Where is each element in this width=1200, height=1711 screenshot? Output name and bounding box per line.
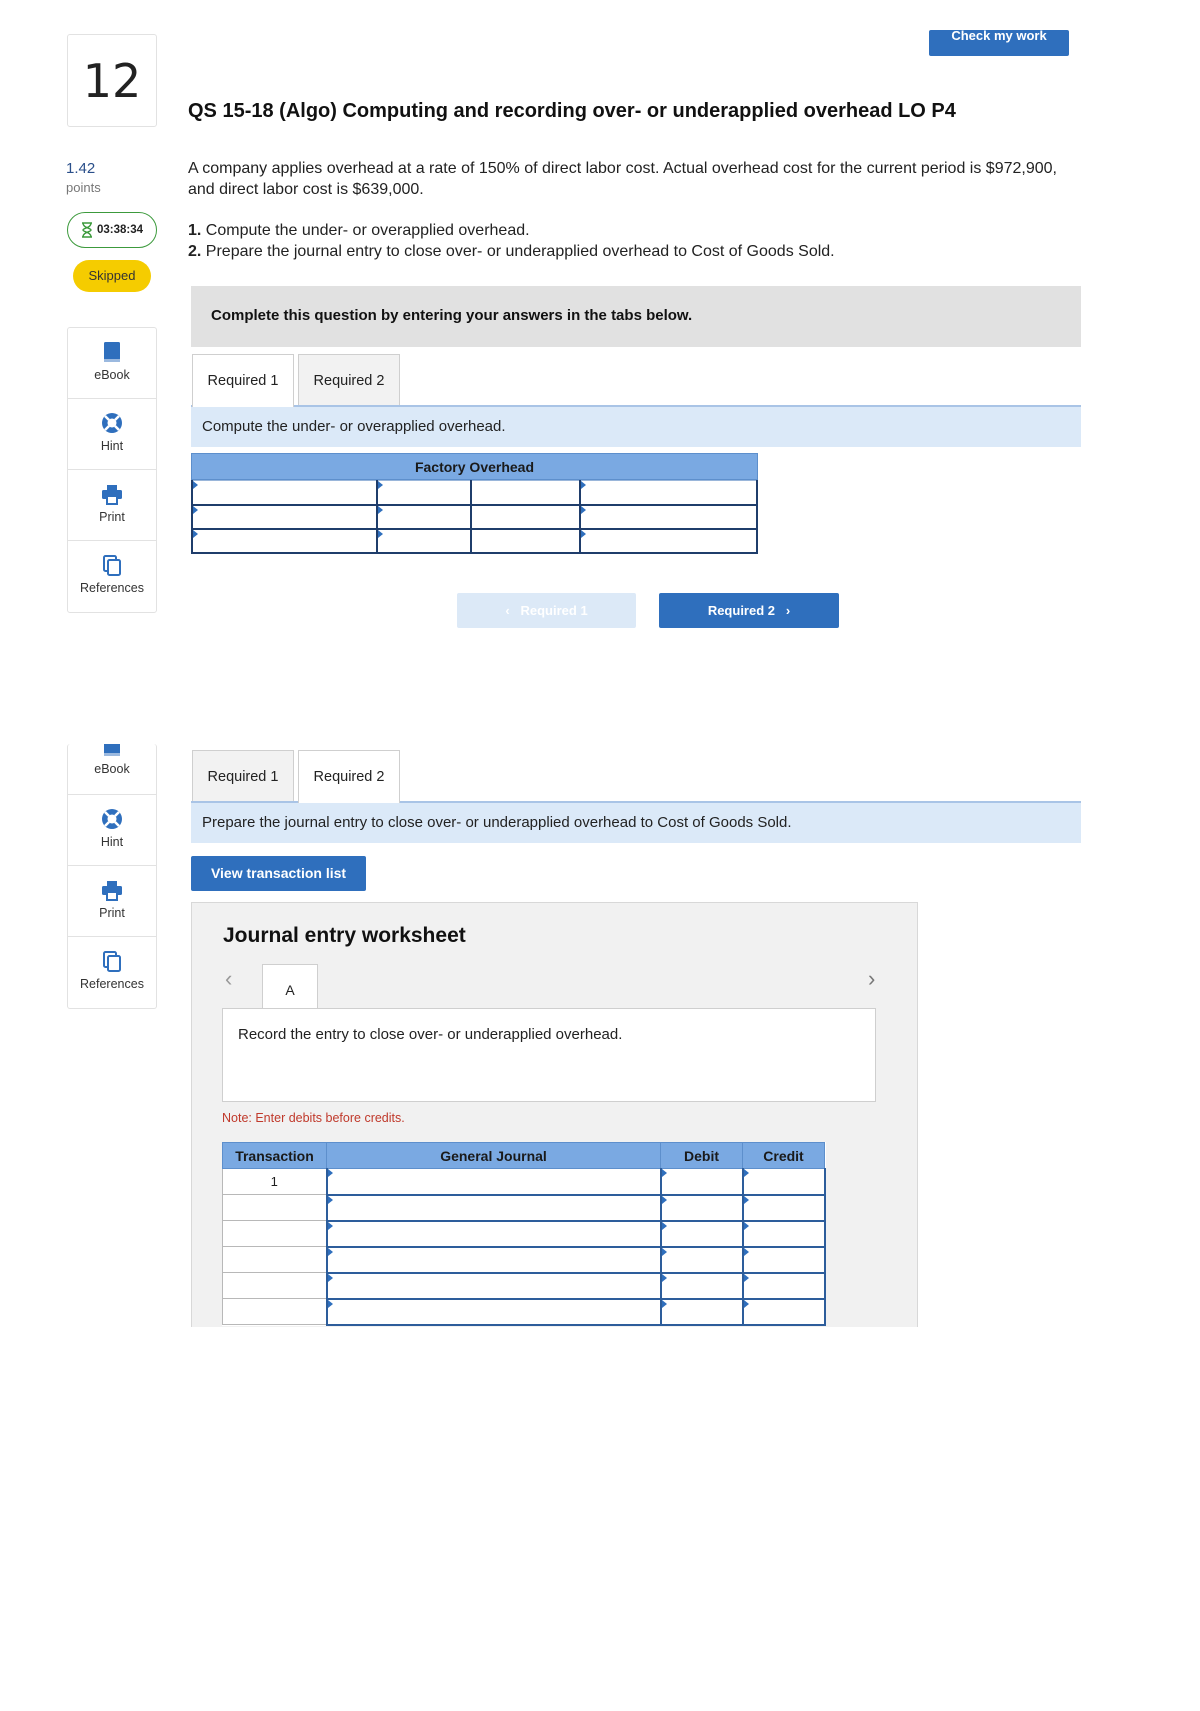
t-account-debit-label-input[interactable] — [192, 505, 377, 529]
question-title: QS 15-18 (Algo) Computing and recording over- or underapplied overhead LO P4 — [188, 100, 956, 122]
credit-input[interactable] — [743, 1195, 825, 1221]
transaction-number — [223, 1299, 327, 1325]
print-button[interactable] — [68, 866, 156, 937]
chevron-left-icon[interactable]: ‹ — [225, 966, 233, 991]
t-account — [191, 453, 758, 554]
required-2-instruction: Prepare the journal entry to close over- or underapplied overhead to Cost of Goods Sold. — [191, 803, 1081, 843]
t-account-debit-amount-input[interactable] — [377, 481, 471, 505]
printer-icon — [100, 878, 124, 902]
debit-credit-note: Note: Enter debits before credits. — [222, 1111, 405, 1125]
debit-input[interactable] — [661, 1273, 743, 1299]
tool-label: Hint — [100, 835, 124, 849]
transaction-number: 1 — [223, 1169, 327, 1195]
column-header-credit: Credit — [743, 1143, 825, 1169]
ebook-button[interactable] — [68, 744, 156, 795]
credit-input[interactable] — [743, 1169, 825, 1195]
chevron-right-icon[interactable]: › — [868, 966, 876, 991]
table-row — [223, 1273, 825, 1299]
tool-label: eBook — [94, 762, 130, 776]
general-journal-input[interactable] — [327, 1247, 661, 1273]
question-steps — [188, 220, 835, 262]
points-label: points — [66, 180, 101, 195]
status-badge: Skipped — [73, 260, 151, 292]
required-1-instruction: Compute the under- or overapplied overhead. — [191, 407, 1081, 447]
lifebuoy-icon — [100, 807, 124, 831]
debit-input[interactable] — [661, 1169, 743, 1195]
references-button[interactable] — [68, 541, 156, 612]
chevron-right-icon: › — [785, 603, 791, 618]
tools-panel — [67, 327, 157, 613]
hourglass-icon — [81, 222, 93, 238]
credit-input[interactable] — [743, 1221, 825, 1247]
print-button[interactable] — [68, 470, 156, 541]
debit-input[interactable] — [661, 1221, 743, 1247]
book-icon — [102, 340, 122, 364]
t-account-debit-label-input[interactable] — [192, 481, 377, 505]
column-header-transaction: Transaction — [223, 1143, 327, 1169]
t-account-debit-amount-input[interactable] — [377, 505, 471, 529]
credit-input[interactable] — [743, 1247, 825, 1273]
table-row — [223, 1195, 825, 1221]
references-button[interactable] — [68, 937, 156, 1008]
tool-label: eBook — [94, 368, 130, 382]
copy-icon — [100, 553, 124, 577]
step-1: 1. Compute the under- or overapplied overhead. — [188, 222, 530, 239]
table-row — [223, 1299, 825, 1325]
instructions-banner: Complete this question by entering your answers in the tabs below. — [191, 286, 1081, 347]
t-account-total-credit-input[interactable] — [471, 529, 580, 553]
next-required-button[interactable]: Required 2 › — [659, 593, 839, 628]
book-icon — [102, 744, 122, 758]
t-account-credit-label-input[interactable] — [580, 481, 757, 505]
transaction-number — [223, 1221, 327, 1247]
t-account-credit-amount-input[interactable] — [471, 481, 580, 505]
t-account-total-debit-input[interactable] — [377, 529, 471, 553]
transaction-number — [223, 1273, 327, 1299]
general-journal-input[interactable] — [327, 1169, 661, 1195]
t-account-total-label-input[interactable] — [192, 529, 377, 553]
worksheet-instruction: Record the entry to close over- or underapplied overhead. — [222, 1008, 876, 1102]
transaction-number — [223, 1195, 327, 1221]
tab-required-2[interactable]: Required 2 — [298, 354, 400, 405]
credit-input[interactable] — [743, 1273, 825, 1299]
t-account-total-label-input[interactable] — [580, 529, 757, 553]
hint-button[interactable] — [68, 399, 156, 470]
tool-label: Print — [99, 510, 125, 524]
points-value: 1.42 — [66, 160, 96, 177]
t-account-credit-label-input[interactable] — [580, 505, 757, 529]
previous-required-button[interactable]: ‹ Required 1 — [457, 593, 636, 628]
tool-label: Hint — [100, 439, 124, 453]
general-journal-input[interactable] — [327, 1221, 661, 1247]
worksheet-title: Journal entry worksheet — [223, 924, 466, 947]
column-header-general-journal: General Journal — [327, 1143, 661, 1169]
tool-label: References — [80, 581, 144, 595]
tool-label: Print — [99, 906, 125, 920]
tab-required-1[interactable]: Required 1 — [192, 354, 294, 409]
tab-bar-required-2 — [191, 750, 1081, 803]
ebook-button[interactable] — [68, 328, 156, 399]
tool-label: References — [80, 977, 144, 991]
transaction-number — [223, 1247, 327, 1273]
tab-bar-required-1 — [191, 354, 1081, 407]
printer-icon — [100, 482, 124, 506]
question-number: 12 — [67, 34, 157, 127]
general-journal-input[interactable] — [327, 1273, 661, 1299]
tab-required-2[interactable]: Required 2 — [298, 750, 400, 805]
step-2: 2. Prepare the journal entry to close over- or underapplied overhead to Cost of Goods Sold. — [188, 243, 835, 260]
general-journal-input[interactable] — [327, 1195, 661, 1221]
question-intro: A company applies overhead at a rate of 150% of direct labor cost. Actual overhead cost for the current period is $972,900, and direct labor cost is $639,000. — [188, 160, 1057, 198]
t-account-credit-amount-input[interactable] — [471, 505, 580, 529]
hint-button[interactable] — [68, 795, 156, 866]
t-account-title: Factory Overhead — [191, 453, 758, 480]
journal-table — [222, 1142, 826, 1326]
table-row — [223, 1247, 825, 1273]
timer-value: 03:38:34 — [96, 224, 144, 236]
copy-icon — [100, 949, 124, 973]
tools-panel-repeat — [67, 744, 157, 1009]
debit-input[interactable] — [661, 1247, 743, 1273]
table-row — [223, 1169, 825, 1195]
debit-input[interactable] — [661, 1299, 743, 1325]
lifebuoy-icon — [100, 411, 124, 435]
credit-input[interactable] — [743, 1299, 825, 1325]
column-header-debit: Debit — [661, 1143, 743, 1169]
view-transaction-list-button[interactable]: View transaction list — [191, 856, 366, 891]
timer — [67, 212, 157, 248]
general-journal-input[interactable] — [327, 1299, 661, 1325]
table-row — [223, 1221, 825, 1247]
chevron-left-icon: ‹ — [505, 603, 510, 618]
tab-required-1[interactable]: Required 1 — [192, 750, 294, 801]
debit-input[interactable] — [661, 1195, 743, 1221]
worksheet-tab-a[interactable]: A — [262, 964, 318, 1009]
check-my-work-button[interactable]: Check my work — [929, 30, 1069, 56]
